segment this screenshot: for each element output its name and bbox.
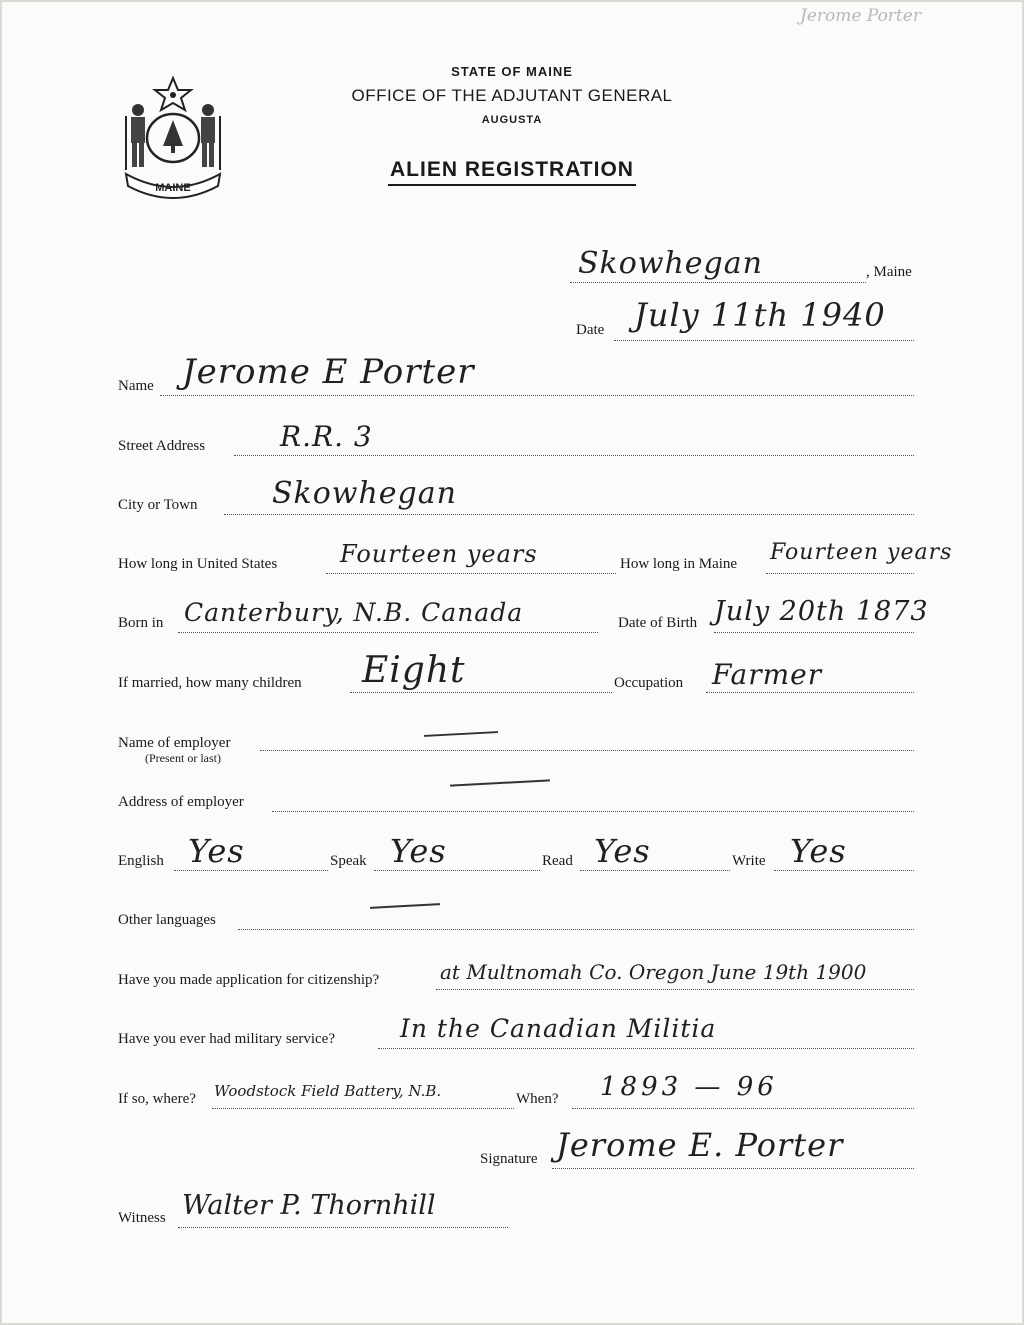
service-where-label: If so, where? xyxy=(118,1091,196,1107)
citizenship-line xyxy=(436,989,914,990)
city-value: Skowhegan xyxy=(272,476,457,511)
born-in-line xyxy=(178,632,598,633)
street-address-label: Street Address xyxy=(118,438,206,454)
english-label: English xyxy=(118,853,164,869)
witness-line xyxy=(178,1227,508,1228)
years-in-us-line xyxy=(326,573,616,574)
date-of-birth-label: Date of Birth xyxy=(618,615,698,631)
city-line xyxy=(224,514,914,515)
header-state: STATE OF MAINE xyxy=(451,64,573,79)
occupation-line xyxy=(706,692,914,693)
years-in-us-label: How long in United States xyxy=(118,556,278,572)
english-line xyxy=(174,870,328,871)
read-value: Yes xyxy=(594,832,651,870)
military-service-line xyxy=(378,1048,914,1049)
write-line xyxy=(774,870,914,871)
signature-line xyxy=(552,1168,914,1169)
witness-label: Witness xyxy=(118,1210,166,1226)
city-label: City or Town xyxy=(118,497,198,513)
born-in-value: Canterbury, N.B. Canada xyxy=(184,598,524,627)
date-line xyxy=(614,340,914,341)
military-service-label: Have you ever had military service? xyxy=(118,1031,335,1047)
other-languages-blank-dash xyxy=(370,903,440,909)
name-label: Name xyxy=(118,378,154,394)
years-in-maine-value: Fourteen years xyxy=(770,540,953,565)
employer-address-label: Address of employer xyxy=(118,794,244,810)
years-in-maine-line xyxy=(766,573,914,574)
service-when-line xyxy=(572,1108,914,1109)
citizenship-value: at Multnomah Co. Oregon June 19th 1900 xyxy=(440,960,867,984)
children-line xyxy=(350,692,612,693)
maine-label: , Maine xyxy=(866,264,912,280)
seal-banner-text: MAINE xyxy=(155,182,191,194)
employer-sublabel: (Present or last) xyxy=(145,751,221,765)
street-address-line xyxy=(234,455,914,456)
other-languages-line xyxy=(238,929,914,930)
town-line xyxy=(570,282,866,283)
military-service-value: In the Canadian Militia xyxy=(400,1014,717,1043)
occupation-value: Farmer xyxy=(712,658,823,691)
citizenship-label: Have you made application for citizenship? xyxy=(118,972,380,988)
years-in-maine-label: How long in Maine xyxy=(620,556,738,572)
speak-line xyxy=(374,870,540,871)
date-of-birth-value: July 20th 1873 xyxy=(714,596,929,627)
other-languages-label: Other languages xyxy=(118,912,216,928)
service-where-line xyxy=(212,1108,514,1109)
employer-blank-dash xyxy=(424,731,498,737)
write-value: Yes xyxy=(790,832,847,870)
street-address-value: R.R. 3 xyxy=(280,420,373,453)
write-label: Write xyxy=(732,853,766,869)
read-label: Read xyxy=(542,853,573,869)
service-when-value: 1893 — 96 xyxy=(600,1072,778,1102)
speak-label: Speak xyxy=(330,853,367,869)
occupation-label: Occupation xyxy=(614,675,684,691)
name-value: Jerome E Porter xyxy=(182,352,475,392)
witness-value: Walter P. Thornhill xyxy=(182,1190,436,1221)
margin-note: Jerome Porter xyxy=(800,6,921,26)
header-office: OFFICE OF THE ADJUTANT GENERAL xyxy=(351,86,673,105)
employer-line xyxy=(260,750,914,751)
service-when-label: When? xyxy=(516,1091,559,1107)
service-where-value: Woodstock Field Battery, N.B. xyxy=(214,1082,442,1100)
date-of-birth-line xyxy=(714,632,914,633)
form-title xyxy=(0,158,1024,182)
date-label: Date xyxy=(576,322,605,338)
years-in-us-value: Fourteen years xyxy=(340,540,538,568)
form-title-text: ALIEN REGISTRATION xyxy=(388,158,636,186)
speak-value: Yes xyxy=(390,832,447,870)
employer-label: Name of employer xyxy=(118,735,231,751)
town-value: Skowhegan xyxy=(578,246,763,281)
children-label: If married, how many children xyxy=(118,675,302,691)
born-in-label: Born in xyxy=(118,615,164,631)
name-line xyxy=(160,395,914,396)
employer-address-blank-dash xyxy=(450,779,550,786)
children-value: Eight xyxy=(362,650,466,691)
date-value: July 11th 1940 xyxy=(634,296,886,334)
english-value: Yes xyxy=(188,832,245,870)
employer-address-line xyxy=(272,811,914,812)
header-city: AUGUSTA xyxy=(481,114,543,126)
signature-value: Jerome E. Porter xyxy=(556,1126,844,1164)
signature-label: Signature xyxy=(480,1151,538,1167)
read-line xyxy=(580,870,730,871)
